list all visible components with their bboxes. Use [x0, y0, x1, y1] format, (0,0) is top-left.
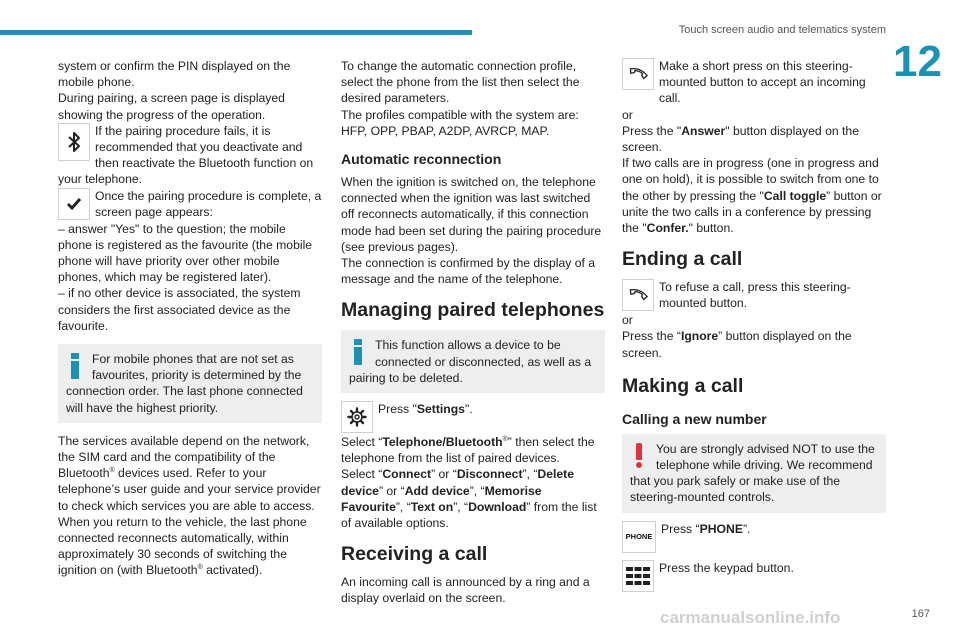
paragraph: Select “Telephone/Bluetooth®” then select the telephone from the list of paired devices.	[341, 435, 595, 466]
subheading-automatic-reconnection: Automatic reconnection	[341, 151, 502, 168]
chapter-number: 12	[893, 37, 942, 86]
warning-box: You are strongly advised NOT to use the telephone while driving. We recommend that you park safely or make use of the steering-mounted controls.	[622, 434, 886, 513]
heading-receiving-a-call: Receiving a call	[341, 543, 488, 566]
checkmark-icon	[58, 188, 90, 220]
paragraph: An incoming call is announced by a ring and a display overlaid on the screen.	[341, 575, 590, 606]
column-1	[58, 58, 322, 579]
subheading-calling-a-new-number: Calling a new number	[622, 410, 767, 427]
paragraph: Press the "Answer" button displayed on the screen.	[622, 123, 859, 155]
paragraph: Select “Connect” or “Disconnect”, “Delete device” or “Add device”, “Memorise Favourite”, “Text on”, “Download” from the list of available options.	[341, 467, 597, 531]
warning-icon	[630, 443, 650, 467]
icon-paragraph: If the pairing procedure fails, it is recommended that you deactivate and then reactivate the Bluetooth function on your telephone.	[58, 123, 314, 187]
icon-paragraph: Press "Settings".	[341, 401, 605, 434]
paragraph: – answer "Yes" to the question; the mobile phone is registered as the favourite (the mobile phone will have priority over other mobile phones, which may be registered later).	[58, 221, 313, 285]
icon-paragraph: PHONE Press “PHONE”.	[622, 521, 886, 554]
paragraph: The profiles compatible with the system are: HFP, OPP, PBAP, A2DP, AVRCP, MAP.	[341, 107, 579, 138]
keypad-icon	[622, 560, 654, 592]
heading-managing-paired-telephones: Managing paired telephones	[341, 299, 605, 322]
paragraph: – if no other device is associated, the system considers the first associated device as the favourite.	[58, 286, 301, 333]
column-3	[622, 58, 886, 593]
paragraph: The connection is confirmed by the display of a message and the name of the telephone.	[341, 256, 596, 287]
icon-paragraph: Press the keypad button.	[622, 560, 886, 593]
paragraph: When you return to the vehicle, the last phone connected reconnects automatically, within approximately 30 seconds of switching the ignition on (with Bluetooth® activated).	[58, 514, 307, 578]
watermark: carmanualsonline.info	[660, 608, 841, 627]
phone-hangup-icon	[622, 279, 654, 311]
header-accent-bar	[0, 30, 472, 35]
icon-paragraph: Once the pairing procedure is complete, a screen page appears:	[58, 188, 322, 221]
icon-paragraph: To refuse a call, press this steering-mounted button.	[622, 279, 886, 312]
heading-making-a-call: Making a call	[622, 374, 744, 397]
info-icon	[349, 339, 369, 363]
gear-icon	[341, 401, 373, 433]
heading-ending-a-call: Ending a call	[622, 248, 743, 271]
paragraph: The services available depend on the network, the SIM card and the compatibility of the Bluetooth® devices used. Refer to your telephone’s user guide and your service provider to check which services you are able to access.	[58, 433, 321, 513]
page-number: 167	[911, 608, 930, 620]
phone-handset-icon	[622, 58, 654, 90]
info-box: This function allows a device to be connected or disconnected, as well as a pairing to be deleted.	[341, 330, 605, 393]
info-box: For mobile phones that are not set as favourites, priority is determined by the connection order. The last phone connected will have the highest priority.	[58, 344, 322, 423]
paragraph: Press the “Ignore” button displayed on the screen.	[622, 329, 852, 360]
paragraph: system or confirm the PIN displayed on the mobile phone.	[58, 59, 291, 90]
paragraph: When the ignition is switched on, the telephone connected when the ignition was last switched off reconnects automatically, if this connection mode had been set during the pairing procedure (see previous pages).	[341, 175, 602, 254]
paragraph: or	[622, 313, 633, 328]
phone-button-icon: PHONE	[622, 521, 656, 553]
paragraph: During pairing, a screen page is displayed showing the progress of the operation.	[58, 91, 285, 122]
info-icon	[66, 353, 86, 377]
section-title: Touch screen audio and telematics system	[678, 24, 886, 36]
icon-paragraph: Make a short press on this steering-mounted button to accept an incoming call.	[622, 58, 886, 107]
paragraph: If two calls are in progress (one in progress and one on hold), it is possible to switch from one to the other by pressing the "Call toggle” button or unite the two calls in a conference by pressing the "Confer." button.	[622, 156, 882, 236]
column-2	[341, 58, 605, 607]
paragraph: or	[622, 107, 633, 122]
paragraph: To change the automatic connection profile, select the phone from the list then select the desired parameters.	[341, 59, 580, 106]
bluetooth-icon	[58, 123, 90, 161]
